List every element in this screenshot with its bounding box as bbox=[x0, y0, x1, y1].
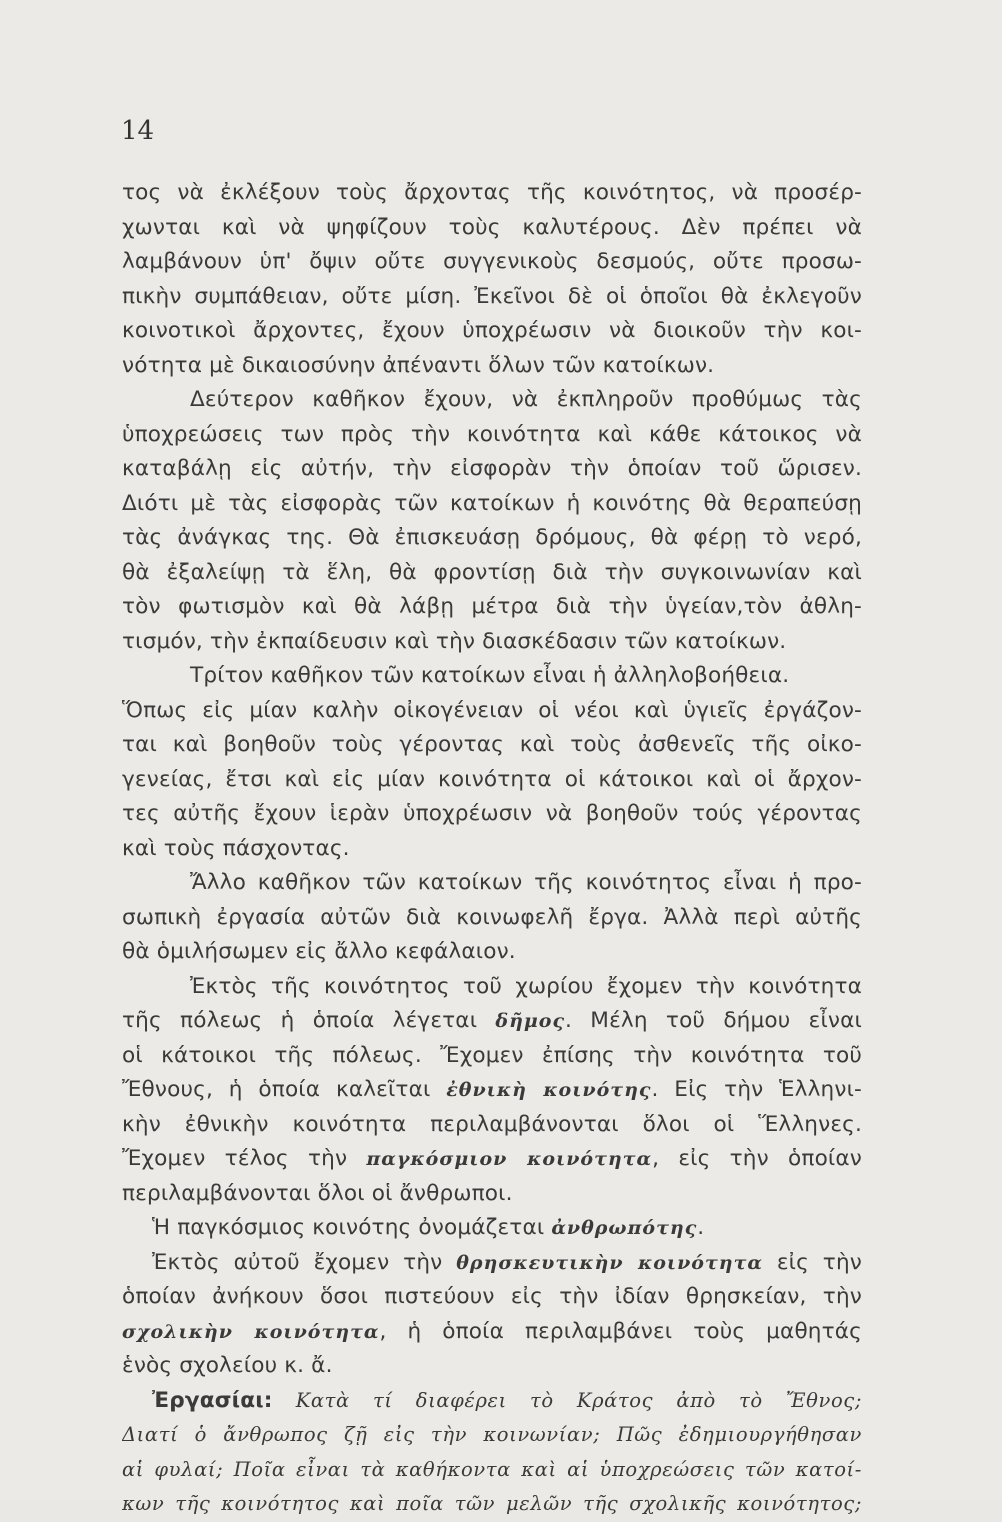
body-text bbox=[122, 176, 862, 1522]
text-line: κὴν ἐθνικὴν κοινότητα περιλαμβάνονται ὅλοι οἱ Ἕλληνες. bbox=[122, 1111, 862, 1137]
text-line: ὁποίαν ἀνήκουν ὅσοι πιστεύουν εἰς τὴν ἰδίαν θρησκείαν, τὴν bbox=[122, 1284, 862, 1309]
text-line: Ἔθνους, ἡ ὁποία καλεῖται ἐθνικὴ κοινότης. Εἰς τὴν Ἑλληνι- bbox=[122, 1077, 862, 1102]
exercises-line: κων τῆς κοινότητος καὶ ποῖα τῶν μελῶν τῆς σχολικῆς κοινότητος; bbox=[122, 1492, 862, 1515]
emphasis-demos: δῆμος bbox=[495, 1010, 566, 1032]
text-line: Ἔχομεν τέλος τὴν παγκόσμιον κοινότητα, εἰς τὴν ὁποίαν bbox=[122, 1146, 862, 1171]
text-line: τες αὐτῆς ἔχουν ἱερὰν ὑποχρέωσιν νὰ βοηθοῦν τούς γέροντας bbox=[122, 801, 862, 826]
page-number: 14 bbox=[121, 116, 155, 146]
text-line: καὶ τοὺς πάσχοντας. bbox=[122, 835, 350, 861]
text-line: Ἄλλο καθῆκον τῶν κατοίκων τῆς κοινότητος εἶναι ἡ προ- bbox=[190, 870, 862, 895]
text-line: Τρίτον καθῆκον τῶν κατοίκων εἶναι ἡ ἀλληλοβοήθεια. bbox=[190, 663, 790, 688]
text-line: Δεύτερον καθῆκον ἔχουν, νὰ ἐκπληροῦν προθύμως τὰς bbox=[190, 387, 862, 412]
text-line: τισμόν, τὴν ἐκπαίδευσιν καὶ τὴν διασκέδασιν τῶν κατοίκων. bbox=[122, 628, 787, 654]
exercises-line: Διατί ὁ ἄνθρωπος ζῇ εἰς τὴν κοινωνίαν; Πῶς ἐδημιουργήθησαν bbox=[122, 1423, 862, 1446]
emphasis-scholiki: σχολικὴν κοινότητα bbox=[122, 1320, 380, 1343]
text-line: ὑποχρεώσεις των πρὸς τὴν κοινότητα καὶ κάθε κάτοικος νὰ bbox=[122, 421, 862, 447]
text-line: σχολικὴν κοινότητα, ἡ ὁποία περιλαμβάνει τοὺς μαθητάς bbox=[122, 1318, 862, 1344]
text-line: γενείας, ἔτσι καὶ εἰς μίαν κοινότητα οἱ κάτοικοι καὶ οἱ ἄρχον- bbox=[122, 766, 862, 792]
text-line: λαμβάνουν ὑπ' ὄψιν οὔτε συγγενικοὺς δεσμούς, οὔτε προσω- bbox=[122, 249, 862, 274]
text-line: θὰ ἐξαλείψῃ τὰ ἕλη, θὰ φροντίσῃ διὰ τὴν συγκοινωνίαν καὶ bbox=[122, 559, 862, 585]
text-line: Ἡ παγκόσμιος κοινότης ὀνομάζεται ἀνθρωπότης. bbox=[152, 1215, 705, 1240]
text-line: οἱ κάτοικοι τῆς πόλεως. Ἔχομεν ἐπίσης τὴν κοινότητα τοῦ bbox=[122, 1042, 862, 1068]
emphasis-thriskeutiki: θρησκευτικὴν κοινότητα bbox=[456, 1251, 763, 1274]
emphasis-anthropotis: ἀνθρωπότης bbox=[551, 1217, 698, 1239]
text-line: τος νὰ ἐκλέξουν τοὺς ἄρχοντας τῆς κοινότητος, νὰ προσέρ- bbox=[122, 180, 862, 205]
text-line: πικὴν συμπάθειαν, οὔτε μίση. Ἐκεῖνοι δὲ οἱ ὁποῖοι θὰ ἐκλεγοῦν bbox=[122, 283, 862, 309]
emphasis-pagkosmion: παγκόσμιον κοινότητα bbox=[366, 1148, 653, 1170]
text-line: Ὅπως εἰς μίαν καλὴν οἰκογένειαν οἱ νέοι καὶ ὑγιεῖς ἐργάζον- bbox=[122, 697, 862, 723]
text-line: καταβάλῃ εἰς αὐτήν, τὴν εἰσφορὰν τὴν ὁποίαν τοῦ ὥρισεν. bbox=[122, 456, 862, 481]
emphasis-ethniki: ἐθνικὴ κοινότης bbox=[446, 1079, 652, 1101]
text-line: τῆς πόλεως ἡ ὁποία λέγεται δῆμος. Μέλη τοῦ δήμου εἶναι bbox=[122, 1008, 862, 1033]
text-line: κοινοτικοὶ ἄρχοντες, ἔχουν ὑποχρέωσιν νὰ διοικοῦν τὴν κοι- bbox=[122, 318, 862, 343]
text-line: σωπικὴ ἐργασία αὐτῶν διὰ κοινωφελῆ ἔργα. Ἀλλὰ περὶ αὐτῆς bbox=[122, 904, 862, 930]
exercises-line: Ἐργασίαι: Κατὰ τί διαφέρει τὸ Κράτος ἀπὸ τὸ Ἔθνος; bbox=[152, 1387, 862, 1413]
text-line: Ἐκτὸς τῆς κοινότητος τοῦ χωρίου ἔχομεν τὴν κοινότητα bbox=[190, 973, 862, 999]
text-line: χωνται καὶ νὰ ψηφίζουν τοὺς καλυτέρους. Δὲν πρέπει νὰ bbox=[122, 214, 862, 240]
text-line: νότητα μὲ δικαιοσύνην ἀπέναντι ὅλων τῶν κατοίκων. bbox=[122, 352, 715, 378]
exercises-line: αἱ φυλαί; Ποῖα εἶναι τὰ καθήκοντα καὶ αἱ ὑποχρεώσεις τῶν κατοί- bbox=[122, 1457, 862, 1481]
text-line: Ἐκτὸς αὐτοῦ ἔχομεν τὴν θρησκευτικὴν κοινότητα εἰς τὴν bbox=[152, 1249, 862, 1275]
text-line: ἑνὸς σχολείου κ. ἄ. bbox=[122, 1353, 333, 1378]
text-line: τὰς ἀνάγκας της. Θὰ ἐπισκευάσῃ δρόμους, θὰ φέρῃ τὸ νερό, bbox=[122, 525, 862, 550]
text-line: περιλαμβάνονται ὅλοι οἱ ἄνθρωποι. bbox=[122, 1180, 513, 1206]
text-line: Διότι μὲ τὰς εἰσφορὰς τῶν κατοίκων ἡ κοινότης θὰ θεραπεύσῃ bbox=[122, 490, 862, 516]
text-line: ται καὶ βοηθοῦν τοὺς γέροντας καὶ τοὺς ἀσθενεῖς τῆς οἰκο- bbox=[122, 732, 862, 757]
text-line: θὰ ὁμιλήσωμεν εἰς ἄλλο κεφάλαιον. bbox=[122, 939, 516, 964]
text-line: τὸν φωτισμὸν καὶ θὰ λάβῃ μέτρα διὰ τὴν ὑγείαν,τὸν ἀθλη- bbox=[122, 594, 862, 619]
exercises-label: Ἐργασίαι: bbox=[152, 1387, 273, 1413]
